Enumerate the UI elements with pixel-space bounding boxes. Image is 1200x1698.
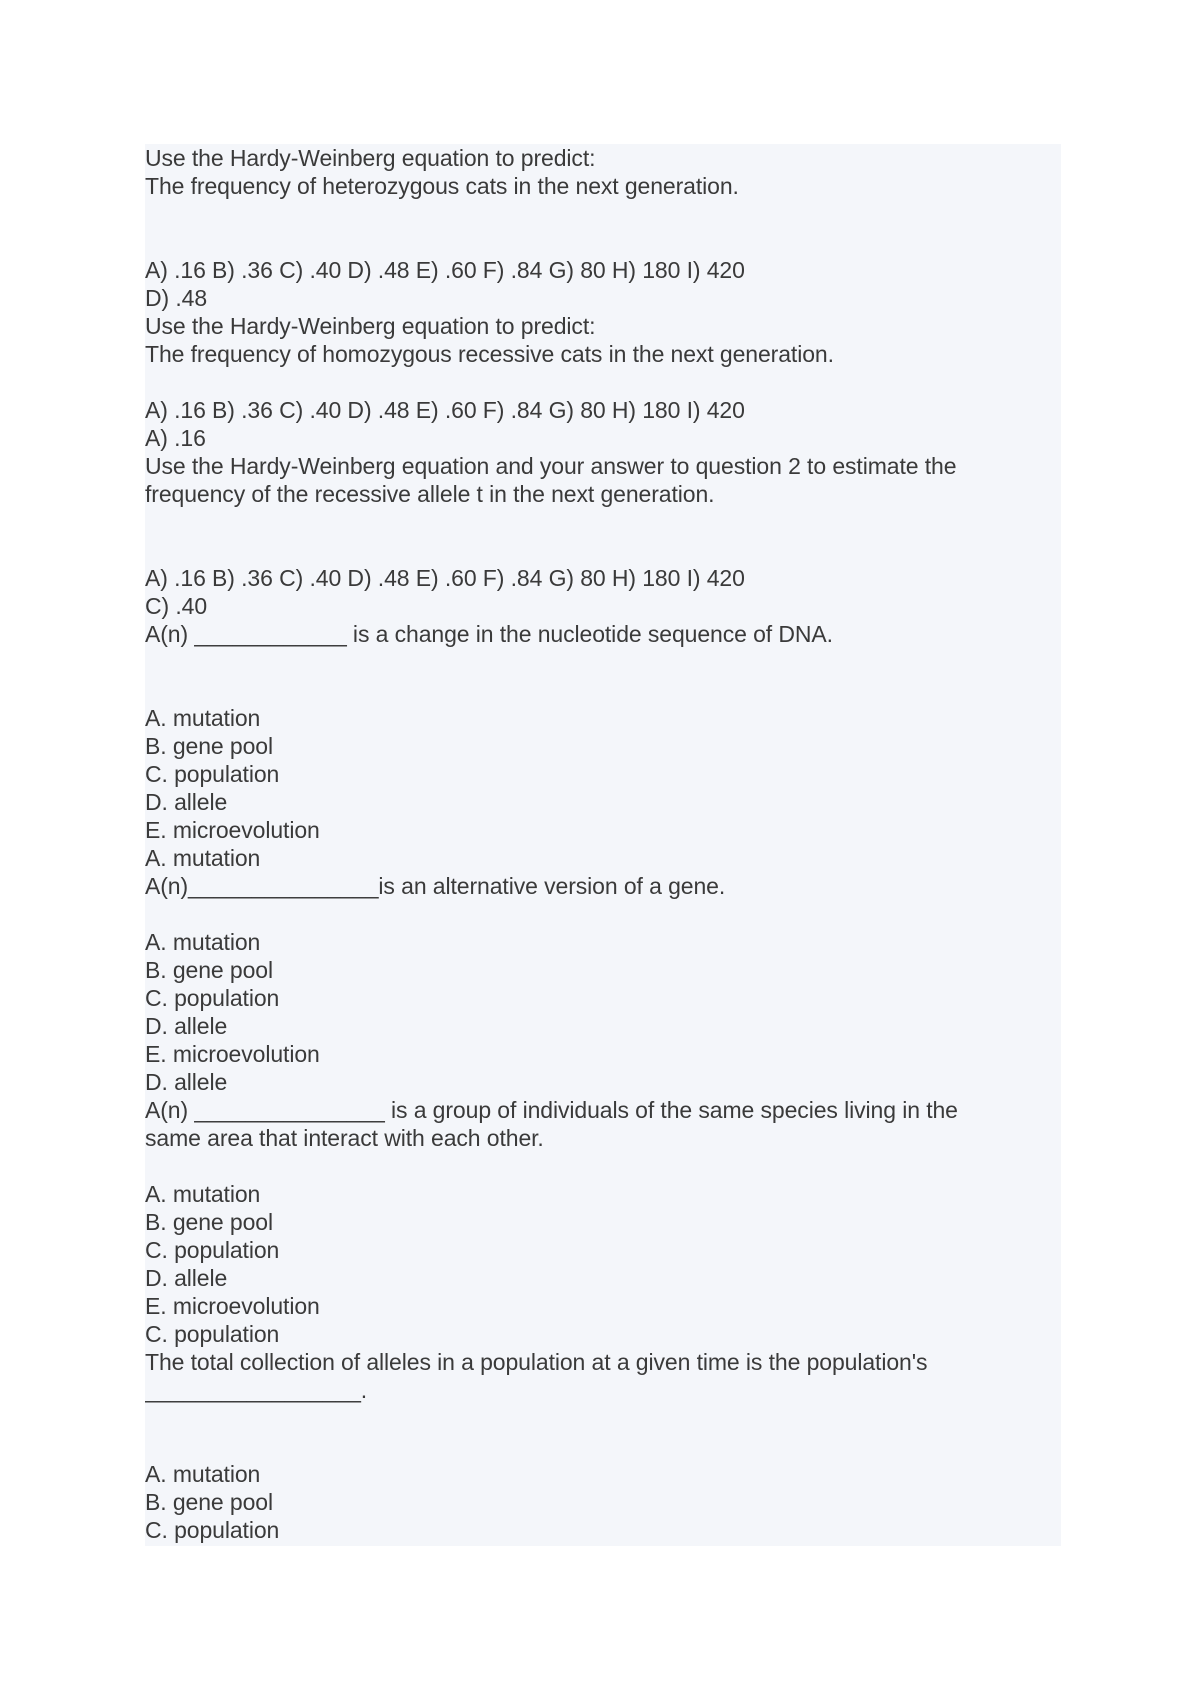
text-line: A. mutation	[145, 1181, 261, 1207]
blank-line	[145, 508, 1061, 536]
text-line: B. gene pool	[145, 1489, 273, 1515]
text-line: C. population	[145, 761, 280, 787]
text-line: C. population	[145, 1321, 280, 1347]
text-line: D. allele	[145, 1013, 228, 1039]
text-line: C. population	[145, 1237, 280, 1263]
text-line: A. mutation	[145, 845, 261, 871]
text-line: B. gene pool	[145, 1209, 273, 1235]
text-line: A. mutation	[145, 929, 261, 955]
text-line: frequency of the recessive allele t in the next generation.	[145, 481, 715, 507]
text-line: A(n) _______________ is a group of individuals of the same species living in the	[145, 1097, 958, 1123]
blank-line	[145, 648, 1061, 676]
text-line: C) .40	[145, 593, 208, 619]
text-line: D. allele	[145, 1069, 228, 1095]
blank-line	[145, 200, 1061, 228]
text-line: A) .16 B) .36 C) .40 D) .48 E) .60 F) .84 G) 80 H) 180 I) 420	[145, 565, 745, 591]
document-page	[145, 144, 1061, 1546]
text-line: C. population	[145, 985, 280, 1011]
text-line: Use the Hardy-Weinberg equation and your answer to question 2 to estimate the	[145, 453, 957, 479]
text-line: A(n) ____________ is a change in the nucleotide sequence of DNA.	[145, 621, 833, 647]
text-line: E. microevolution	[145, 1293, 320, 1319]
text-line: same area that interact with each other.	[145, 1125, 544, 1151]
blank-line	[145, 228, 1061, 256]
text-line: _________________.	[145, 1377, 368, 1403]
text-line: A) .16 B) .36 C) .40 D) .48 E) .60 F) .84 G) 80 H) 180 I) 420	[145, 397, 745, 423]
blank-line	[145, 676, 1061, 704]
blank-line	[145, 536, 1061, 564]
text-line: A(n)_______________is an alternative version of a gene.	[145, 873, 726, 899]
text-line: D. allele	[145, 789, 228, 815]
text-line: B. gene pool	[145, 733, 273, 759]
text-line: Use the Hardy-Weinberg equation to predict:	[145, 145, 596, 171]
text-line: D) .48	[145, 285, 208, 311]
text-line: B. gene pool	[145, 957, 273, 983]
text-line: D. allele	[145, 1265, 228, 1291]
blank-line	[145, 368, 1061, 396]
text-line: A) .16	[145, 425, 206, 451]
text-line: A) .16 B) .36 C) .40 D) .48 E) .60 F) .84 G) 80 H) 180 I) 420	[145, 257, 745, 283]
text-line: The frequency of homozygous recessive cats in the next generation.	[145, 341, 834, 367]
blank-line	[145, 1404, 1061, 1432]
text-line: The total collection of alleles in a population at a given time is the population's	[145, 1349, 928, 1375]
text-line: A. mutation	[145, 1461, 261, 1487]
text-line: The frequency of heterozygous cats in the next generation.	[145, 173, 739, 199]
blank-line	[145, 1432, 1061, 1460]
text-line: C. population	[145, 1517, 280, 1543]
blank-line	[145, 900, 1061, 928]
blank-line	[145, 1152, 1061, 1180]
text-line: Use the Hardy-Weinberg equation to predict:	[145, 313, 596, 339]
text-line: A. mutation	[145, 705, 261, 731]
document-text	[145, 144, 1061, 1544]
text-line: E. microevolution	[145, 1041, 320, 1067]
text-line: E. microevolution	[145, 817, 320, 843]
